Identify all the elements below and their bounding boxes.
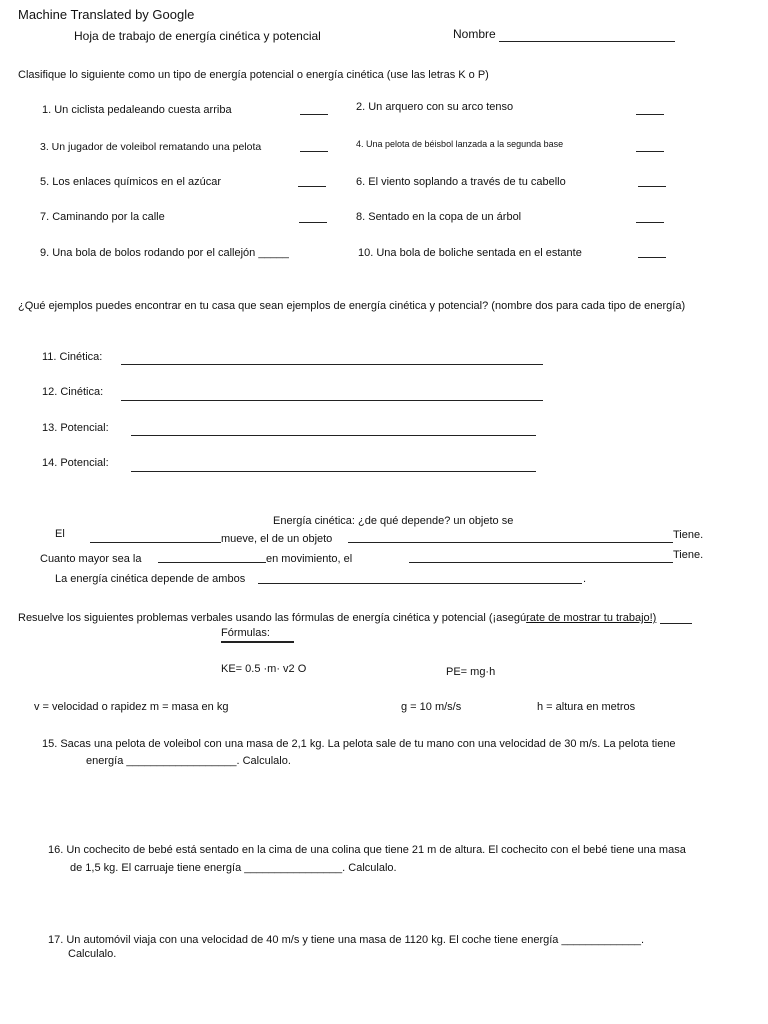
examples-question: ¿Qué ejemplos puedes encontrar en tu casa que sean ejemplos de energía cinética y potencial? (nombre dos para cada tipo de energía) xyxy=(18,300,686,312)
item-1: 1. Un ciclista pedaleando cuesta arriba xyxy=(42,104,232,116)
answer-blank-10[interactable] xyxy=(638,257,666,258)
row2-blank-a[interactable] xyxy=(158,562,266,563)
item-4: 4. Una pelota de béisbol lanzada a la segunda base xyxy=(356,139,564,149)
item-10: 10. Una bola de boliche sentada en el estante xyxy=(358,247,582,259)
answer-blank-2[interactable] xyxy=(636,114,664,115)
formulas-underline xyxy=(221,641,294,643)
row2-blank-b[interactable] xyxy=(409,562,673,563)
machine-translated-label: Machine Translated by Google xyxy=(18,7,195,22)
variables-v-m: v = velocidad o rapidez m = masa en kg xyxy=(34,701,229,713)
answer-blank-1[interactable] xyxy=(300,114,328,115)
answer-blank-6[interactable] xyxy=(638,186,666,187)
item-3: 3. Un jugador de voleibol rematando una pelota xyxy=(40,141,262,153)
problems-instruction-a: Resuelve los siguientes problemas verbales usando las fórmulas de energía cinética y potencial (¡asegú xyxy=(18,612,527,624)
classify-instruction: Clasifique lo siguiente como un tipo de energía potencial o energía cinética (use las letras K o P) xyxy=(18,69,489,81)
item-8: 8. Sentado en la copa de un árbol xyxy=(356,211,522,223)
item-5: 5. Los enlaces químicos en el azúcar xyxy=(40,176,221,188)
ke-formula: KE= 0.5 ·m· v2 O xyxy=(221,663,307,675)
kinetic-energy-heading: Energía cinética: ¿de qué depende? un objeto se xyxy=(273,515,514,527)
row1-blank-b[interactable] xyxy=(348,542,673,543)
answer-line-12[interactable] xyxy=(121,400,543,401)
worksheet-title: Hoja de trabajo de energía cinética y potencial xyxy=(74,29,321,43)
row2-mid-text: en movimiento, el xyxy=(266,553,353,565)
pe-formula: PE= mg·h xyxy=(446,666,496,678)
row3-start-text: La energía cinética depende de ambos xyxy=(55,573,246,585)
answer-blank-8[interactable] xyxy=(636,222,664,223)
question-16-line2: de 1,5 kg. El carruaje tiene energía ________________. Calculalo. xyxy=(70,862,397,874)
question-17-line1: 17. Un automóvil viaja con una velocidad de 40 m/s y tiene una masa de 1120 kg. El coche tiene energía _____________. xyxy=(48,934,645,946)
answer-line-14[interactable] xyxy=(131,471,536,472)
row1-end-text: Tiene. xyxy=(673,529,704,541)
item-11: 11. Cinética: xyxy=(42,351,103,363)
item-12: 12. Cinética: xyxy=(42,386,104,398)
question-17-line2: Calculalo. xyxy=(68,948,117,960)
answer-line-13[interactable] xyxy=(131,435,536,436)
answer-line-11[interactable] xyxy=(121,364,543,365)
answer-blank-7[interactable] xyxy=(299,222,327,223)
instruction-trailing-line xyxy=(660,623,692,624)
row1-el-label: El xyxy=(55,528,65,540)
formulas-label: Fórmulas: xyxy=(221,627,270,639)
item-14: 14. Potencial: xyxy=(42,457,109,469)
name-field[interactable] xyxy=(499,41,675,42)
row2-start-text: Cuanto mayor sea la xyxy=(40,553,142,565)
question-15-line1: 15. Sacas una pelota de voleibol con una masa de 2,1 kg. La pelota sale de tu mano con una velocidad de 30 m/s. La pelota tiene xyxy=(42,738,676,750)
variables-h: h = altura en metros xyxy=(537,701,636,713)
item-9: 9. Una bola de bolos rodando por el callejón _____ xyxy=(40,247,289,259)
answer-blank-5[interactable] xyxy=(298,186,326,187)
row3-end-text: . xyxy=(583,573,587,585)
answer-blank-4[interactable] xyxy=(636,151,664,152)
question-15-line2: energía __________________. Calculalo. xyxy=(86,755,291,767)
row3-blank[interactable] xyxy=(258,583,582,584)
item-7: 7. Caminando por la calle xyxy=(40,211,165,223)
row1-mid-text: mueve, el de un objeto xyxy=(221,533,333,545)
problems-instruction xyxy=(18,612,656,624)
item-2: 2. Un arquero con su arco tenso xyxy=(356,101,514,113)
answer-blank-3[interactable] xyxy=(300,151,328,152)
item-13: 13. Potencial: xyxy=(42,422,109,434)
row1-blank-a[interactable] xyxy=(90,542,221,543)
problems-instruction-b: rate de mostrar tu trabajo!) xyxy=(526,612,657,624)
row2-end-text: Tiene. xyxy=(673,549,704,561)
name-label: Nombre xyxy=(453,27,496,41)
variables-g: g = 10 m/s/s xyxy=(401,701,462,713)
item-6: 6. El viento soplando a través de tu cabello xyxy=(356,176,566,188)
question-16-line1: 16. Un cochecito de bebé está sentado en la cima de una colina que tiene 21 m de altura. El cochecito con el bebé tiene una masa xyxy=(48,844,686,856)
